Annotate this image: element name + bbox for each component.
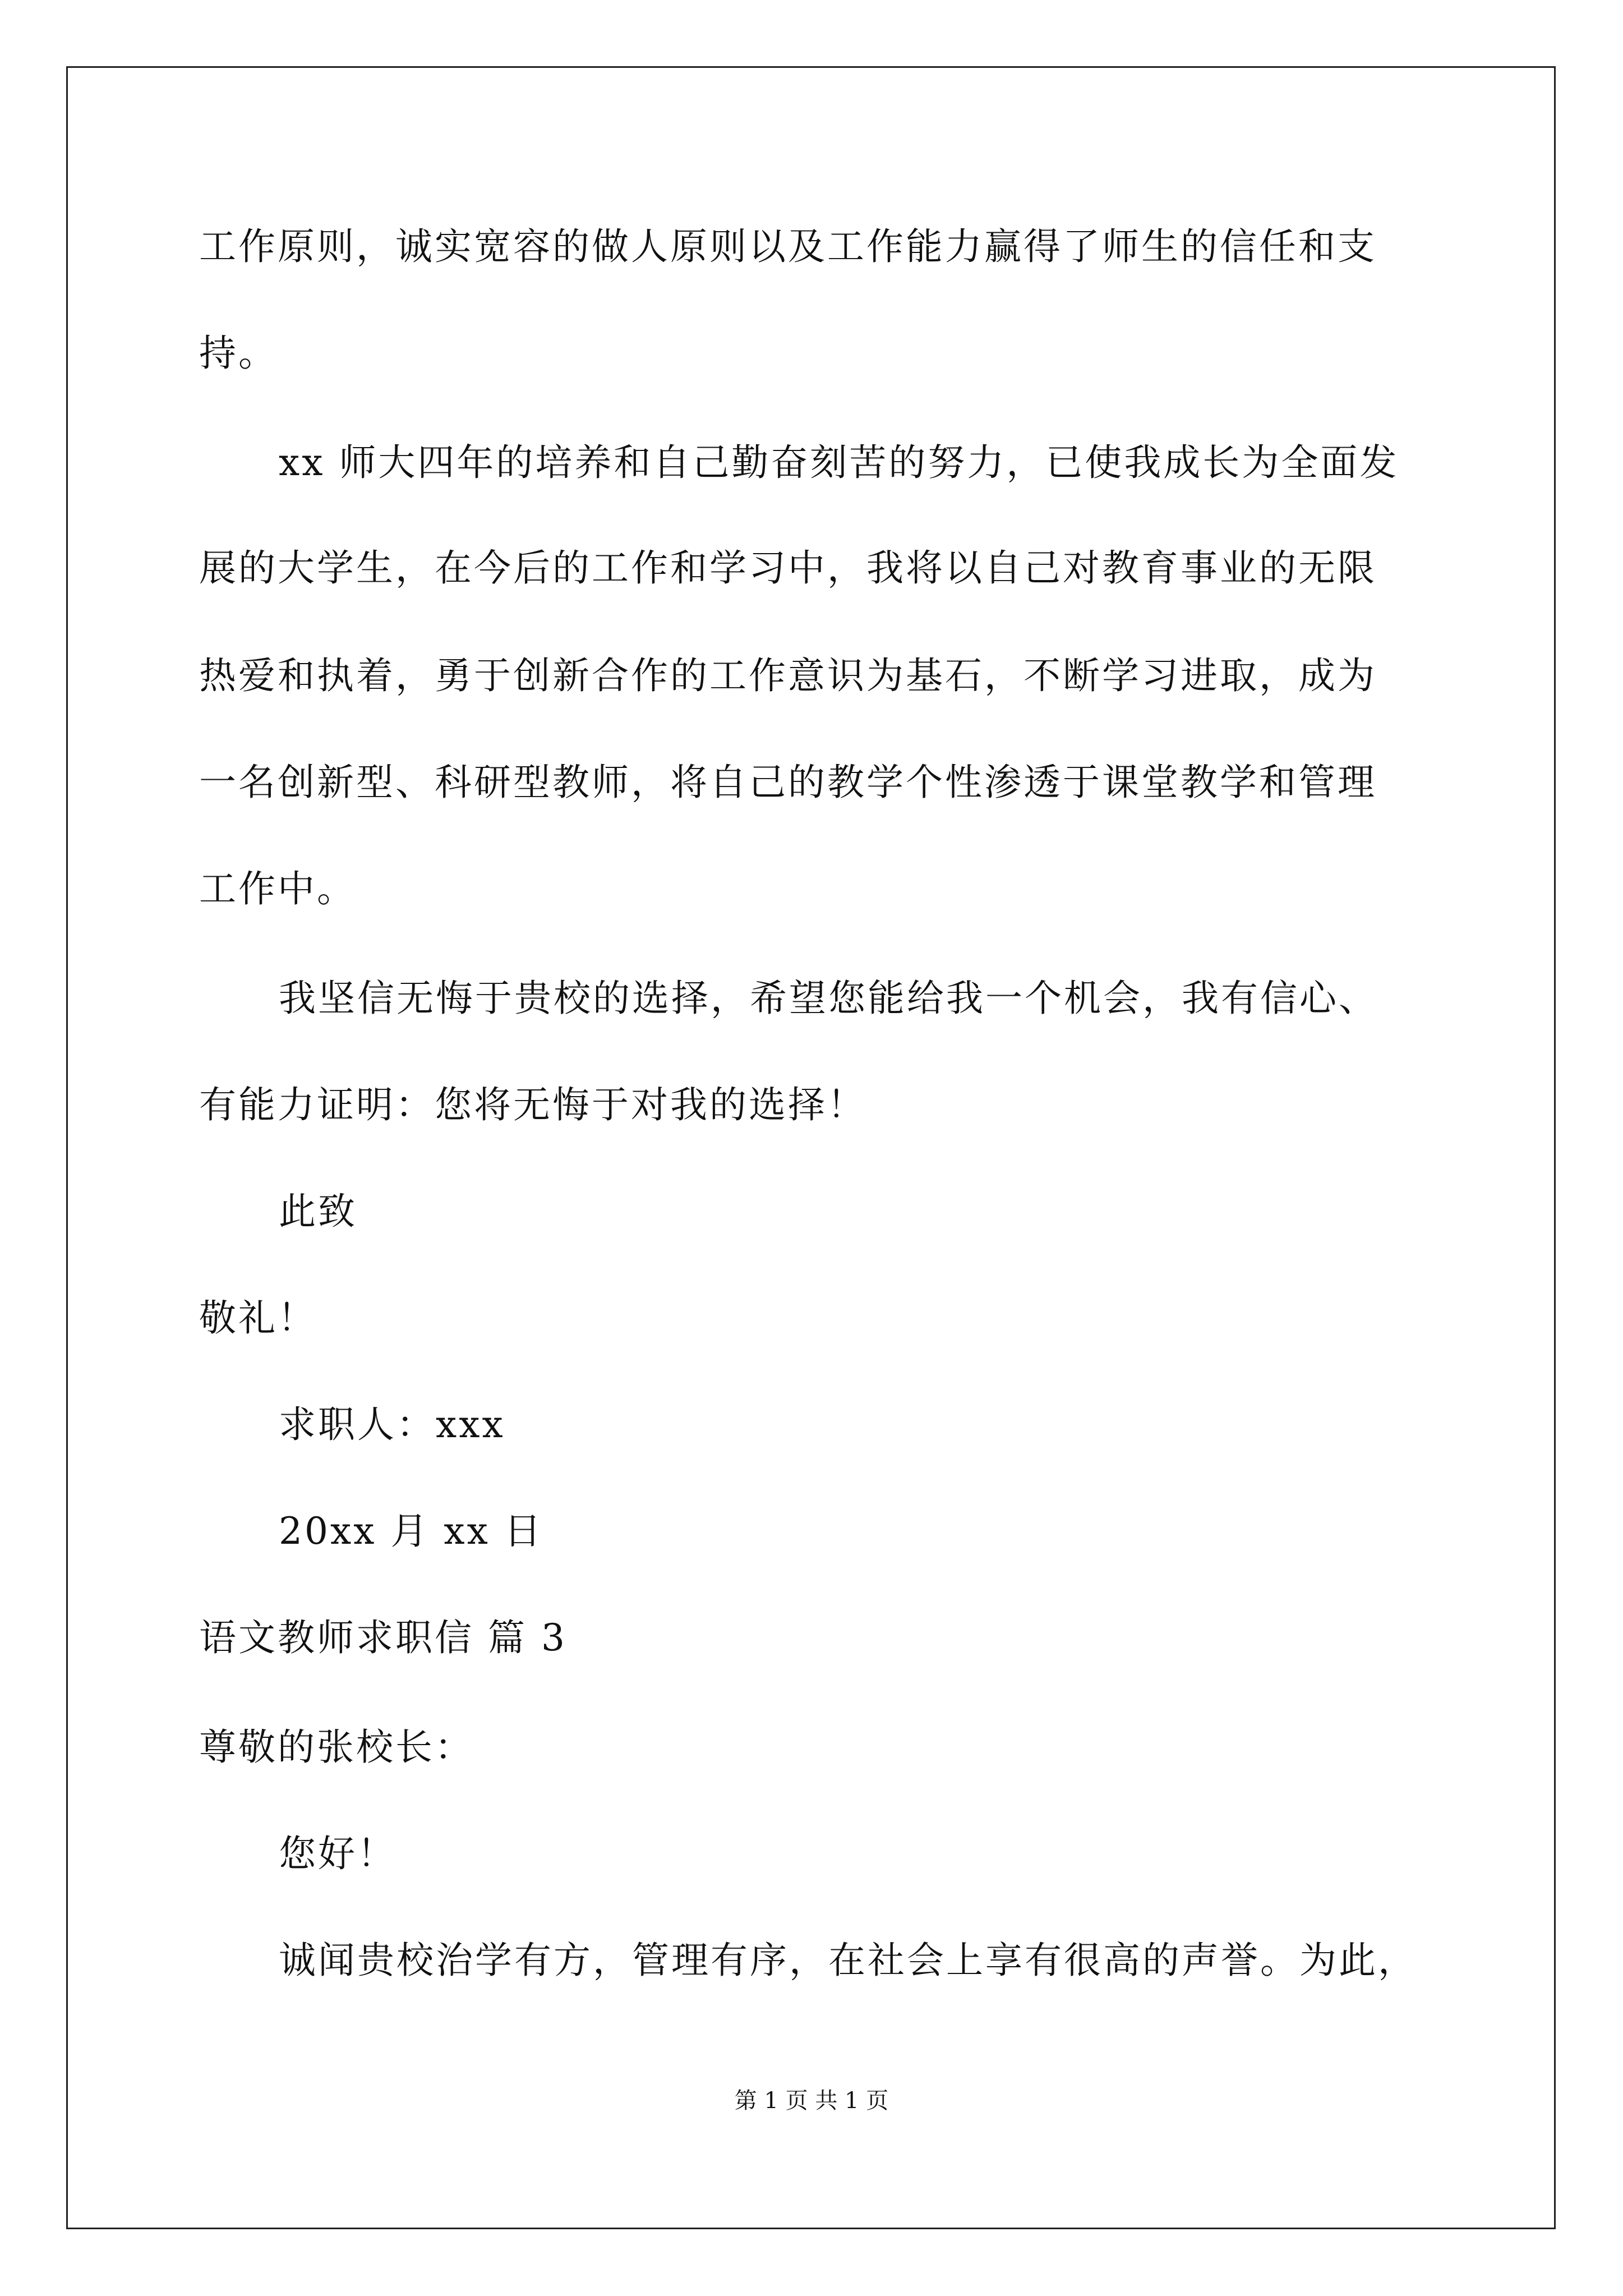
text-line: 展的大学生，在今后的工作和学习中，我将以自己对教育事业的无限 [199, 546, 1377, 590]
text-line: 尊敬的张校长： [199, 1726, 474, 1769]
text-line: 热爱和执着，勇于创新合作的工作意识为基石，不断学习进取，成为 [199, 654, 1377, 697]
text-line: 求职人：xxx [279, 1403, 505, 1446]
text-line: 一名创新型、科研型教师，将自己的教学个性渗透于课堂教学和管理 [199, 761, 1377, 804]
text-line: 敬礼！ [199, 1296, 317, 1340]
text-line: xx 师大四年的培养和自己勤奋刻苦的努力，已使我成长为全面发 [279, 441, 1399, 484]
text-line: 20xx 月 xx 日 [279, 1510, 543, 1553]
text-line: 工作原则，诚实宽容的做人原则以及工作能力赢得了师生的信任和支 [199, 225, 1377, 268]
text-line: 您好！ [279, 1832, 396, 1875]
section-heading: 语文教师求职信 篇 3 [199, 1616, 567, 1659]
text-line: 诚闻贵校治学有方，管理有序，在社会上享有很高的声誉。为此， [279, 1939, 1417, 1982]
text-line: 工作中。 [199, 867, 356, 910]
text-line: 持。 [199, 332, 278, 375]
page-footer: 第 1 页 共 1 页 [734, 2088, 889, 2114]
text-line: 此致 [279, 1190, 357, 1233]
page-border [66, 66, 1556, 2229]
text-line: 我坚信无悔于贵校的选择，希望您能给我一个机会，我有信心、 [279, 977, 1378, 1020]
text-line: 有能力证明：您将无悔于对我的选择！ [199, 1083, 866, 1126]
